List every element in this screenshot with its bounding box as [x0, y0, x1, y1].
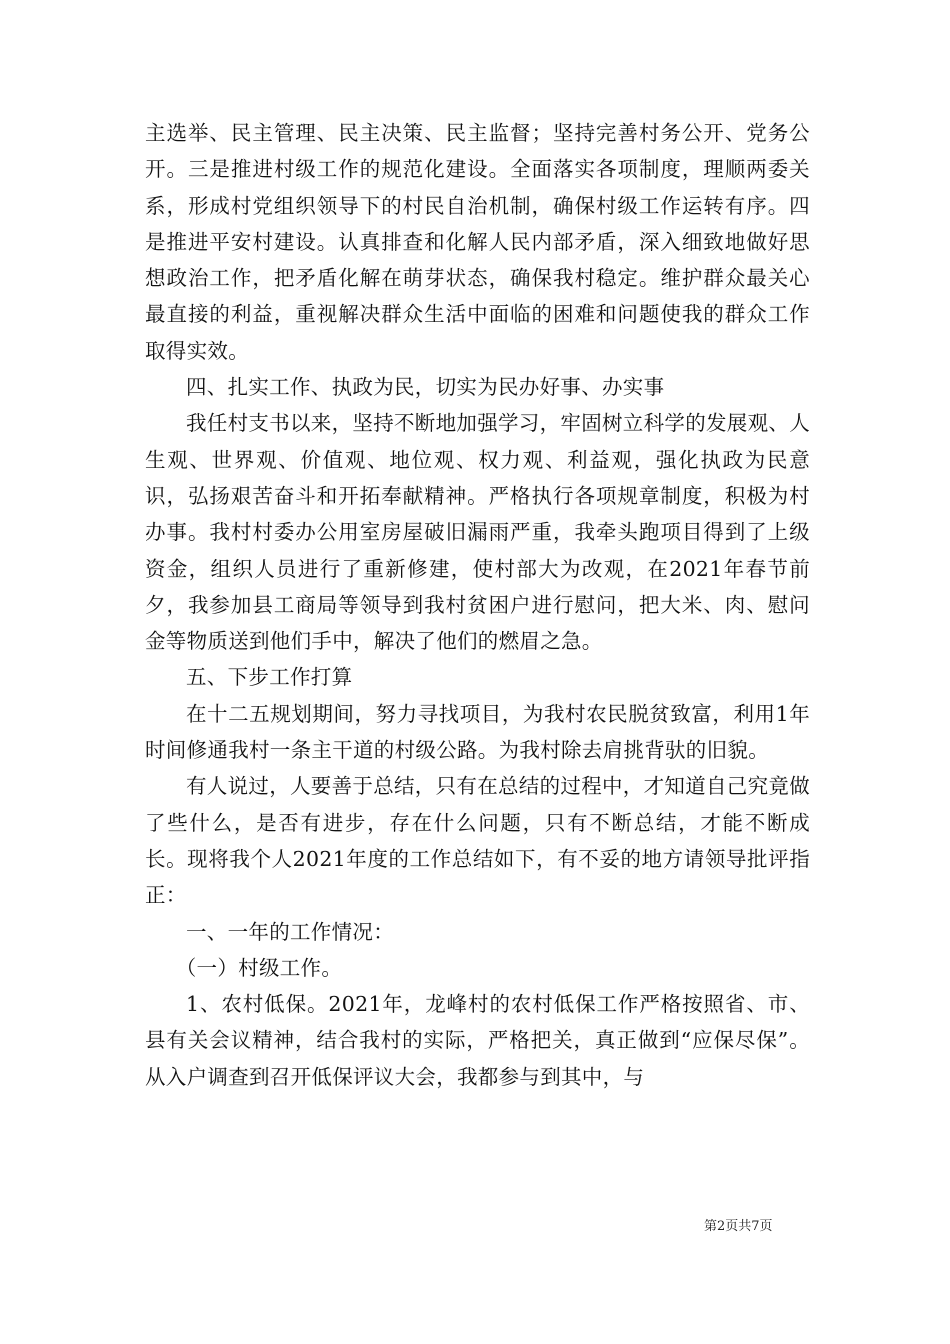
page-number-footer: 第2页共7页	[704, 1219, 773, 1234]
section-heading-four: 四、扎实工作、执政为民，切实为民办好事、办实事	[186, 375, 665, 400]
subsection-heading-village-work: （一）村级工作。	[175, 955, 343, 980]
paragraph-summary-intro: 有人说过，人要善于总结，只有在总结的过程中，才知道自己究竟做了些什么，是否有进步，存在什么问题，只有不断总结，才能不断成长。现将我个人2021年度的工作总结如下，有不妥的地方请领导批评指正：	[145, 774, 810, 908]
paragraph-continuation: 主选举、民主管理、民主决策、民主监督；坚持完善村务公开、党务公开。三是推进村级工作的规范化建设。全面落实各项制度，理顺两委关系，形成村党组织领导下的村民自治机制，确保村级工作运转有序。四是推进平安村建设。认真排查和化解人民内部矛盾，深入细致地做好思想政治工作，把矛盾化解在萌芽状态，确保我村稳定。维护群众最关心最直接的利益，重视解决群众生活中面临的困难和问题使我的群众工作取得实效。	[145, 121, 810, 363]
paragraph-rural-subsistence: 1、农村低保。2021年，龙峰村的农村低保工作严格按照省、市、县有关会议精神，结合我村的实际，严格把关，真正做到“应保尽保”。从入户调查到召开低保评议大会，我都参与到其中，与	[145, 992, 810, 1089]
section-heading-five: 五、下步工作打算	[186, 665, 353, 690]
paragraph-next-plan: 在十二五规划期间，努力寻找项目，为我村农民脱贫致富，利用1年时间修通我村一条主干道的村级公路。为我村除去肩挑背驮的旧貌。	[145, 701, 810, 763]
document-body	[145, 115, 810, 1095]
section-heading-one: 一、一年的工作情况：	[186, 919, 394, 944]
paragraph-village-secretary: 我任村支书以来，坚持不断地加强学习，牢固树立科学的发展观、人生观、世界观、价值观、地位观、权力观、利益观，强化执政为民意识，弘扬艰苦奋斗和开拓奉献精神。严格执行各项规章制度，积极为村办事。我村村委办公用室房屋破旧漏雨严重，我牵头跑项目得到了上级资金，组织人员进行了重新修建，使村部大为改观，在2021年春节前夕，我参加县工商局等领导到我村贫困户进行慰问，把大米、肉、慰问金等物质送到他们手中，解决了他们的燃眉之急。	[145, 411, 810, 654]
